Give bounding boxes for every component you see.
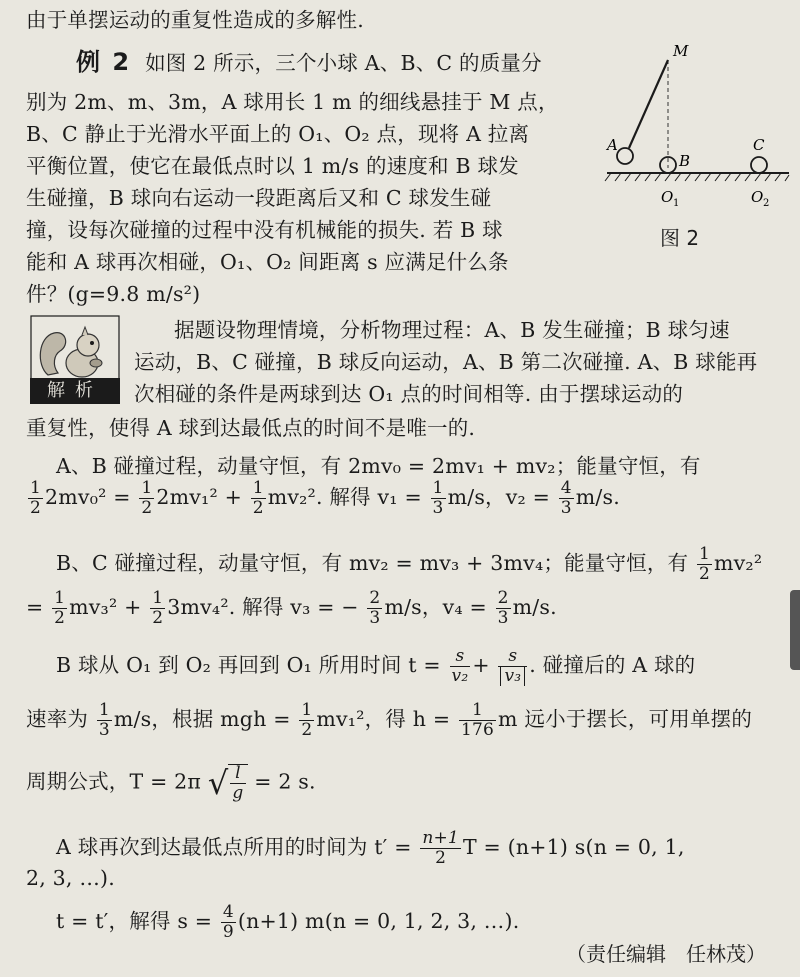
example-line-3: 平衡位置，使它在最低点时以 1 m/s 的速度和 B 球发 — [26, 154, 519, 178]
label-a: A — [607, 136, 618, 154]
fraction: $\frac{2}{3}$ — [369, 588, 381, 628]
speed-line — [26, 702, 786, 739]
bc-energy-part: = — [26, 595, 44, 619]
label-o2: O — [751, 188, 764, 206]
pendulum-string — [629, 60, 668, 148]
return-line-2: 2, 3, …). — [26, 866, 115, 890]
bc-momentum-line — [56, 546, 800, 583]
return-part: T = (n+1) s(n = 0, 1, — [462, 835, 685, 859]
analysis-line-2: 次相碰的条件是两球到达 O₁ 点的时间相等. 由于摆球运动的 — [134, 382, 684, 406]
fraction: $\frac{2}{3}$ — [497, 588, 509, 628]
editor-credit: （责任编辑 任林茂） — [566, 942, 766, 966]
bc-energy-part: 3mv₄². 解得 v₃ = − — [167, 595, 359, 619]
ab-energy-part: 2mv₁² + — [156, 485, 242, 509]
speed-part: mv₁²，得 h = — [316, 707, 451, 731]
fraction: $\frac{1}{3}$ — [98, 700, 110, 740]
final-part: (n+1) m(n = 0, 1, 2, 3, …). — [237, 909, 520, 933]
fraction: $\frac{1}{3}$ — [432, 478, 444, 518]
analysis-line-1: 运动，B、C 碰撞，B 球反向运动，A、B 第二次碰撞. A、B 球能再 — [134, 350, 758, 374]
example-line-5: 撞，设每次碰撞的过程中没有机械能的损失. 若 B 球 — [26, 218, 503, 242]
fraction: $\frac{1}{2}$ — [152, 588, 164, 628]
analysis-line-3: 重复性，使得 A 球到达最低点的时间不是唯一的. — [26, 416, 476, 440]
speed-part: m 远小于摆长，可用单摆的 — [498, 707, 753, 731]
ab-energy-part: mv₂². 解得 v₁ = — [267, 485, 422, 509]
analysis-line-0: 据题设物理情境，分析物理过程：A、B 发生碰撞；B 球匀速 — [174, 318, 730, 342]
example-line-2: B、C 静止于光滑水平面上的 O₁、O₂ 点，现将 A 拉离 — [26, 122, 530, 146]
time-part: . 碰撞后的 A 球的 — [529, 653, 696, 677]
fraction: $\frac{1}{2}$ — [30, 478, 42, 518]
bc-energy-line — [26, 590, 786, 627]
fraction: $\frac{1}{176}$ — [460, 700, 495, 740]
bc-momentum-text: B、C 碰撞过程，动量守恒，有 mv₂ = mv₃ + 3mv₄；能量守恒，有 — [56, 551, 689, 575]
example-line-6: 能和 A 球再次相碰，O₁、O₂ 间距离 s 应满足什么条 — [26, 250, 509, 274]
label-m: M — [673, 42, 689, 60]
period-part: 周期公式，T = 2π — [26, 769, 202, 794]
ab-energy-line — [26, 480, 786, 517]
label-c: C — [753, 136, 765, 154]
period-part: = 2 s. — [254, 769, 316, 794]
sqrt-symbol: √ $\frac{l}{g}$ — [208, 764, 248, 802]
bc-energy-part: m/s，v₄ = — [384, 595, 487, 619]
return-line — [56, 830, 800, 867]
pendulum-figure — [603, 38, 793, 253]
ab-energy-part: m/s，v₂ = — [447, 485, 551, 509]
analysis-badge-label: 解析 — [30, 378, 120, 404]
example-line-7: 件？(g=9.8 m/s²) — [26, 282, 201, 306]
fraction: $\frac{1}{2}$ — [54, 588, 66, 628]
ab-energy-part: m/s. — [575, 485, 620, 509]
period-line — [26, 764, 786, 802]
time-part: B 球从 O₁ 到 O₂ 再回到 O₁ 所用时间 t = — [56, 653, 441, 677]
example-label: 例 2 — [76, 48, 132, 76]
page-edge-tab — [790, 590, 800, 670]
bc-energy-tail: mv₂² — [714, 551, 763, 575]
fraction: $\frac{1}{2}$ — [301, 700, 313, 740]
ball-a — [617, 148, 633, 164]
ground-hatch — [605, 173, 789, 181]
time-part: + — [472, 653, 490, 677]
fraction: $\frac{s}{\text{v₃}}$ — [498, 648, 527, 685]
example-line-4: 生碰撞，B 球向右运动一段距离后又和 C 球发生碰 — [26, 186, 492, 210]
ball-c — [751, 157, 767, 173]
bc-energy-part: mv₃² + — [69, 595, 142, 619]
label-o2-sub: 2 — [763, 198, 770, 209]
final-part: t = t′，解得 s = — [56, 909, 213, 933]
label-o1: O — [661, 188, 674, 206]
example-line-0: 如图 2 所示，三个小球 A、B、C 的质量分 — [145, 51, 542, 75]
label-o1-sub: 1 — [673, 198, 680, 209]
fraction: $\frac{1}{2}$ — [698, 544, 711, 584]
ab-momentum-line: A、B 碰撞过程，动量守恒，有 2mv₀ = 2mv₁ + mv₂；能量守恒，有 — [56, 454, 701, 478]
fraction: $\frac{1}{2}$ — [252, 478, 264, 518]
fraction: $\frac{4}{3}$ — [560, 478, 572, 518]
figure-caption: 图 2 — [660, 226, 700, 250]
fraction: $\frac{n+1}{2}$ — [422, 828, 459, 868]
intro-text: 由于单摆运动的重复性造成的多解性. — [26, 8, 364, 32]
fraction: $\frac{4}{9}$ — [222, 902, 234, 942]
fraction: $\frac{s}{\text{v₂}}$ — [451, 646, 469, 686]
fraction: $\frac{l}{g}$ — [232, 763, 244, 803]
ab-energy-part: 2mv₀² = — [45, 485, 131, 509]
fraction: $\frac{1}{2}$ — [141, 478, 153, 518]
speed-part: 速率为 — [26, 707, 89, 731]
time-line — [56, 648, 800, 685]
return-part: A 球再次到达最低点所用的时间为 t′ = — [56, 835, 412, 859]
example-line-1: 别为 2m、m、3m，A 球用长 1 m 的细线悬挂于 M 点， — [26, 90, 559, 114]
speed-part: m/s，根据 mgh = — [113, 707, 291, 731]
final-line — [56, 904, 800, 941]
bc-energy-part: m/s. — [512, 595, 557, 619]
label-b: B — [679, 152, 691, 170]
